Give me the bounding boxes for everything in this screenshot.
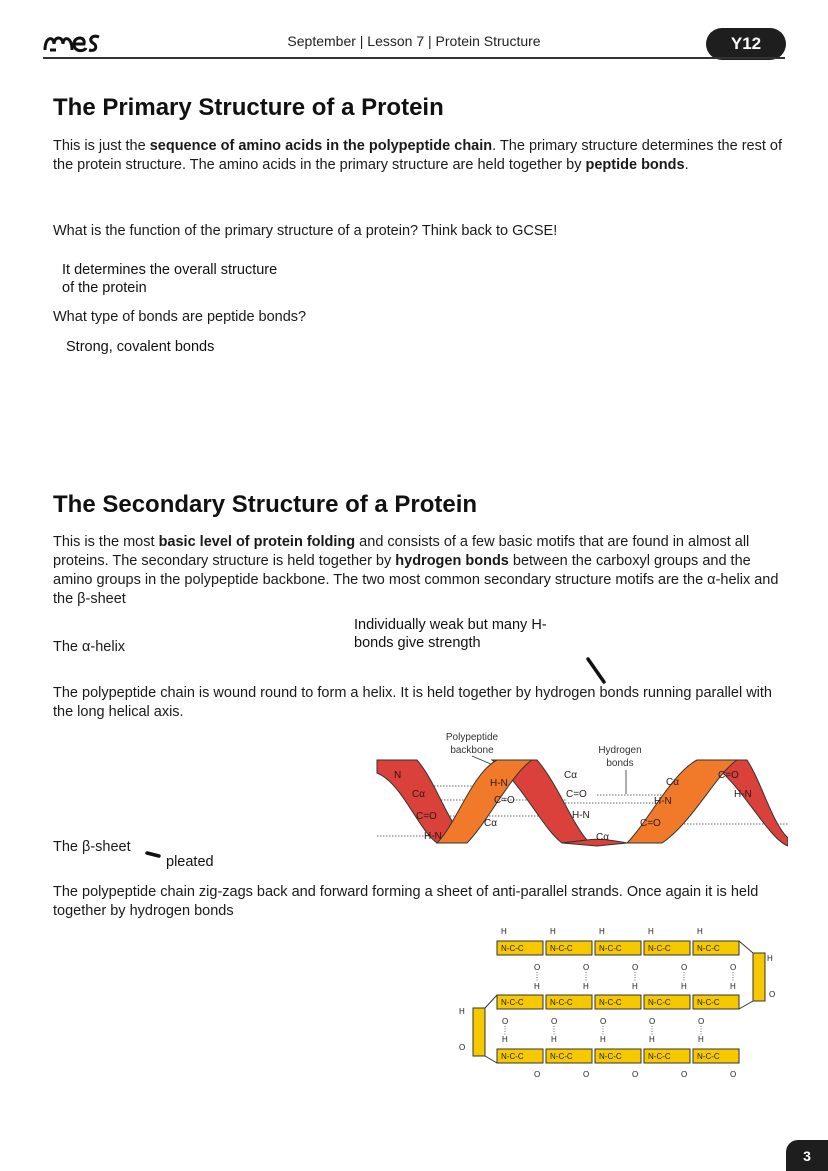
svg-text:O: O [730,1070,737,1079]
svg-text:bonds: bonds [606,758,634,769]
svg-text:backbone: backbone [450,745,494,756]
svg-text:Cα: Cα [596,832,610,843]
svg-text:N-C-C: N-C-C [648,998,671,1007]
answer-1: It determines the overall structure of the protein [62,262,278,296]
svg-text:H-N: H-N [734,789,752,800]
svg-text:H: H [767,954,773,963]
svg-text:H: H [534,982,540,991]
svg-text:N-C-C: N-C-C [599,1052,622,1061]
svg-text:Cα: Cα [412,789,426,800]
svg-text:O: O [681,1070,688,1079]
svg-text:H: H [583,982,589,991]
svg-text:N-C-C: N-C-C [599,944,622,953]
svg-text:H: H [599,927,605,936]
svg-text:H-N: H-N [424,831,442,842]
svg-text:N-C-C: N-C-C [550,1052,573,1061]
svg-text:O: O [769,990,776,999]
svg-text:N-C-C: N-C-C [697,998,720,1007]
svg-text:N-C-C: N-C-C [550,998,573,1007]
svg-text:H-N: H-N [490,778,508,789]
svg-text:H: H [649,1035,655,1044]
secondary-paragraph: This is the most basic level of protein folding and consists of a few basic motifs that are found in almost all proteins. The secondary structure is held together by hydrogen bonds between the carboxyl groups and the amino groups in the polypeptide backbone. The two most common secondary structure motifs are the α-helix and the β-sheet [53,534,779,607]
question-1: What is the function of the primary structure of a protein? Think back to GCSE! [53,223,558,239]
svg-text:H: H [502,1035,508,1044]
svg-text:Cα: Cα [666,777,680,788]
svg-text:N: N [394,770,402,781]
svg-text:Polypeptide: Polypeptide [445,732,499,743]
svg-text:N-C-C: N-C-C [550,944,573,953]
svg-text:N-C-C: N-C-C [697,1052,720,1061]
svg-text:H: H [648,927,654,936]
svg-text:H: H [730,982,736,991]
svg-text:O: O [632,1070,639,1079]
header-title: September | Lesson 7 | Protein Structure [287,33,541,49]
svg-text:O: O [730,963,737,972]
svg-text:O: O [583,963,590,972]
svg-text:H-N: H-N [572,810,590,821]
secondary-heading: The Secondary Structure of a Protein [53,491,478,518]
svg-text:H: H [501,927,507,936]
alpha-helix-paragraph: The polypeptide chain is wound round to form a helix. It is held together by hydrogen bonds running parallel with the long helical axis. [53,685,772,720]
svg-text:N-C-C: N-C-C [697,944,720,953]
svg-text:H: H [600,1035,606,1044]
svg-text:O: O [632,963,639,972]
annotation-pen-stroke-icon [145,850,163,860]
svg-text:Cα: Cα [564,770,578,781]
svg-text:N-C-C: N-C-C [599,998,622,1007]
svg-text:H: H [459,1007,465,1016]
svg-text:C=O: C=O [566,789,587,800]
svg-text:O: O [534,963,541,972]
svg-text:C=O: C=O [494,795,515,806]
annotation-pen-stroke-icon [585,656,609,686]
pleated-annotation: pleated [166,854,214,870]
primary-heading: The Primary Structure of a Protein [53,94,444,121]
svg-text:H: H [681,982,687,991]
svg-text:N-C-C: N-C-C [648,1052,671,1061]
svg-text:O: O [502,1017,509,1026]
beta-sheet-diagram [455,925,785,1080]
svg-text:H-N: H-N [654,796,672,807]
page-number: 3 [786,1140,828,1171]
primary-paragraph: This is just the sequence of amino acids in the polypeptide chain. The primary structure determines the rest of the protein structure. The amino acids in the primary structure are held together by peptide bonds. [53,138,782,173]
svg-text:H: H [697,927,703,936]
svg-text:O: O [649,1017,656,1026]
svg-text:H: H [551,1035,557,1044]
question-2: What type of bonds are peptide bonds? [53,309,307,325]
svg-text:H: H [550,927,556,936]
svg-text:C=O: C=O [718,770,739,781]
svg-text:O: O [698,1017,705,1026]
hbond-annotation: Individually weak but many H- bonds give strength [354,617,547,651]
answer-2: Strong, covalent bonds [66,339,215,355]
svg-text:N-C-C: N-C-C [501,998,524,1007]
alpha-helix-label: The α-helix [53,639,126,655]
svg-text:N-C-C: N-C-C [501,1052,524,1061]
svg-text:C=O: C=O [416,811,437,822]
beta-sheet-label: The β-sheet [53,839,131,855]
beta-sheet-paragraph: The polypeptide chain zig-zags back and forward forming a sheet of anti-parallel strands. Once again it is held together by hydrogen bonds [53,884,759,919]
svg-text:O: O [534,1070,541,1079]
alpha-helix-diagram [372,728,788,848]
svg-text:H: H [632,982,638,991]
svg-text:N-C-C: N-C-C [648,944,671,953]
svg-text:Hydrogen: Hydrogen [598,745,642,756]
svg-text:C=O: C=O [640,818,661,829]
svg-text:O: O [459,1043,466,1052]
year-badge: Y12 [706,28,786,60]
svg-text:O: O [583,1070,590,1079]
svg-text:O: O [600,1017,607,1026]
svg-text:N-C-C: N-C-C [501,944,524,953]
svg-text:O: O [551,1017,558,1026]
header-divider [43,57,785,59]
svg-text:H: H [698,1035,704,1044]
svg-text:O: O [681,963,688,972]
svg-text:Cα: Cα [484,818,498,829]
